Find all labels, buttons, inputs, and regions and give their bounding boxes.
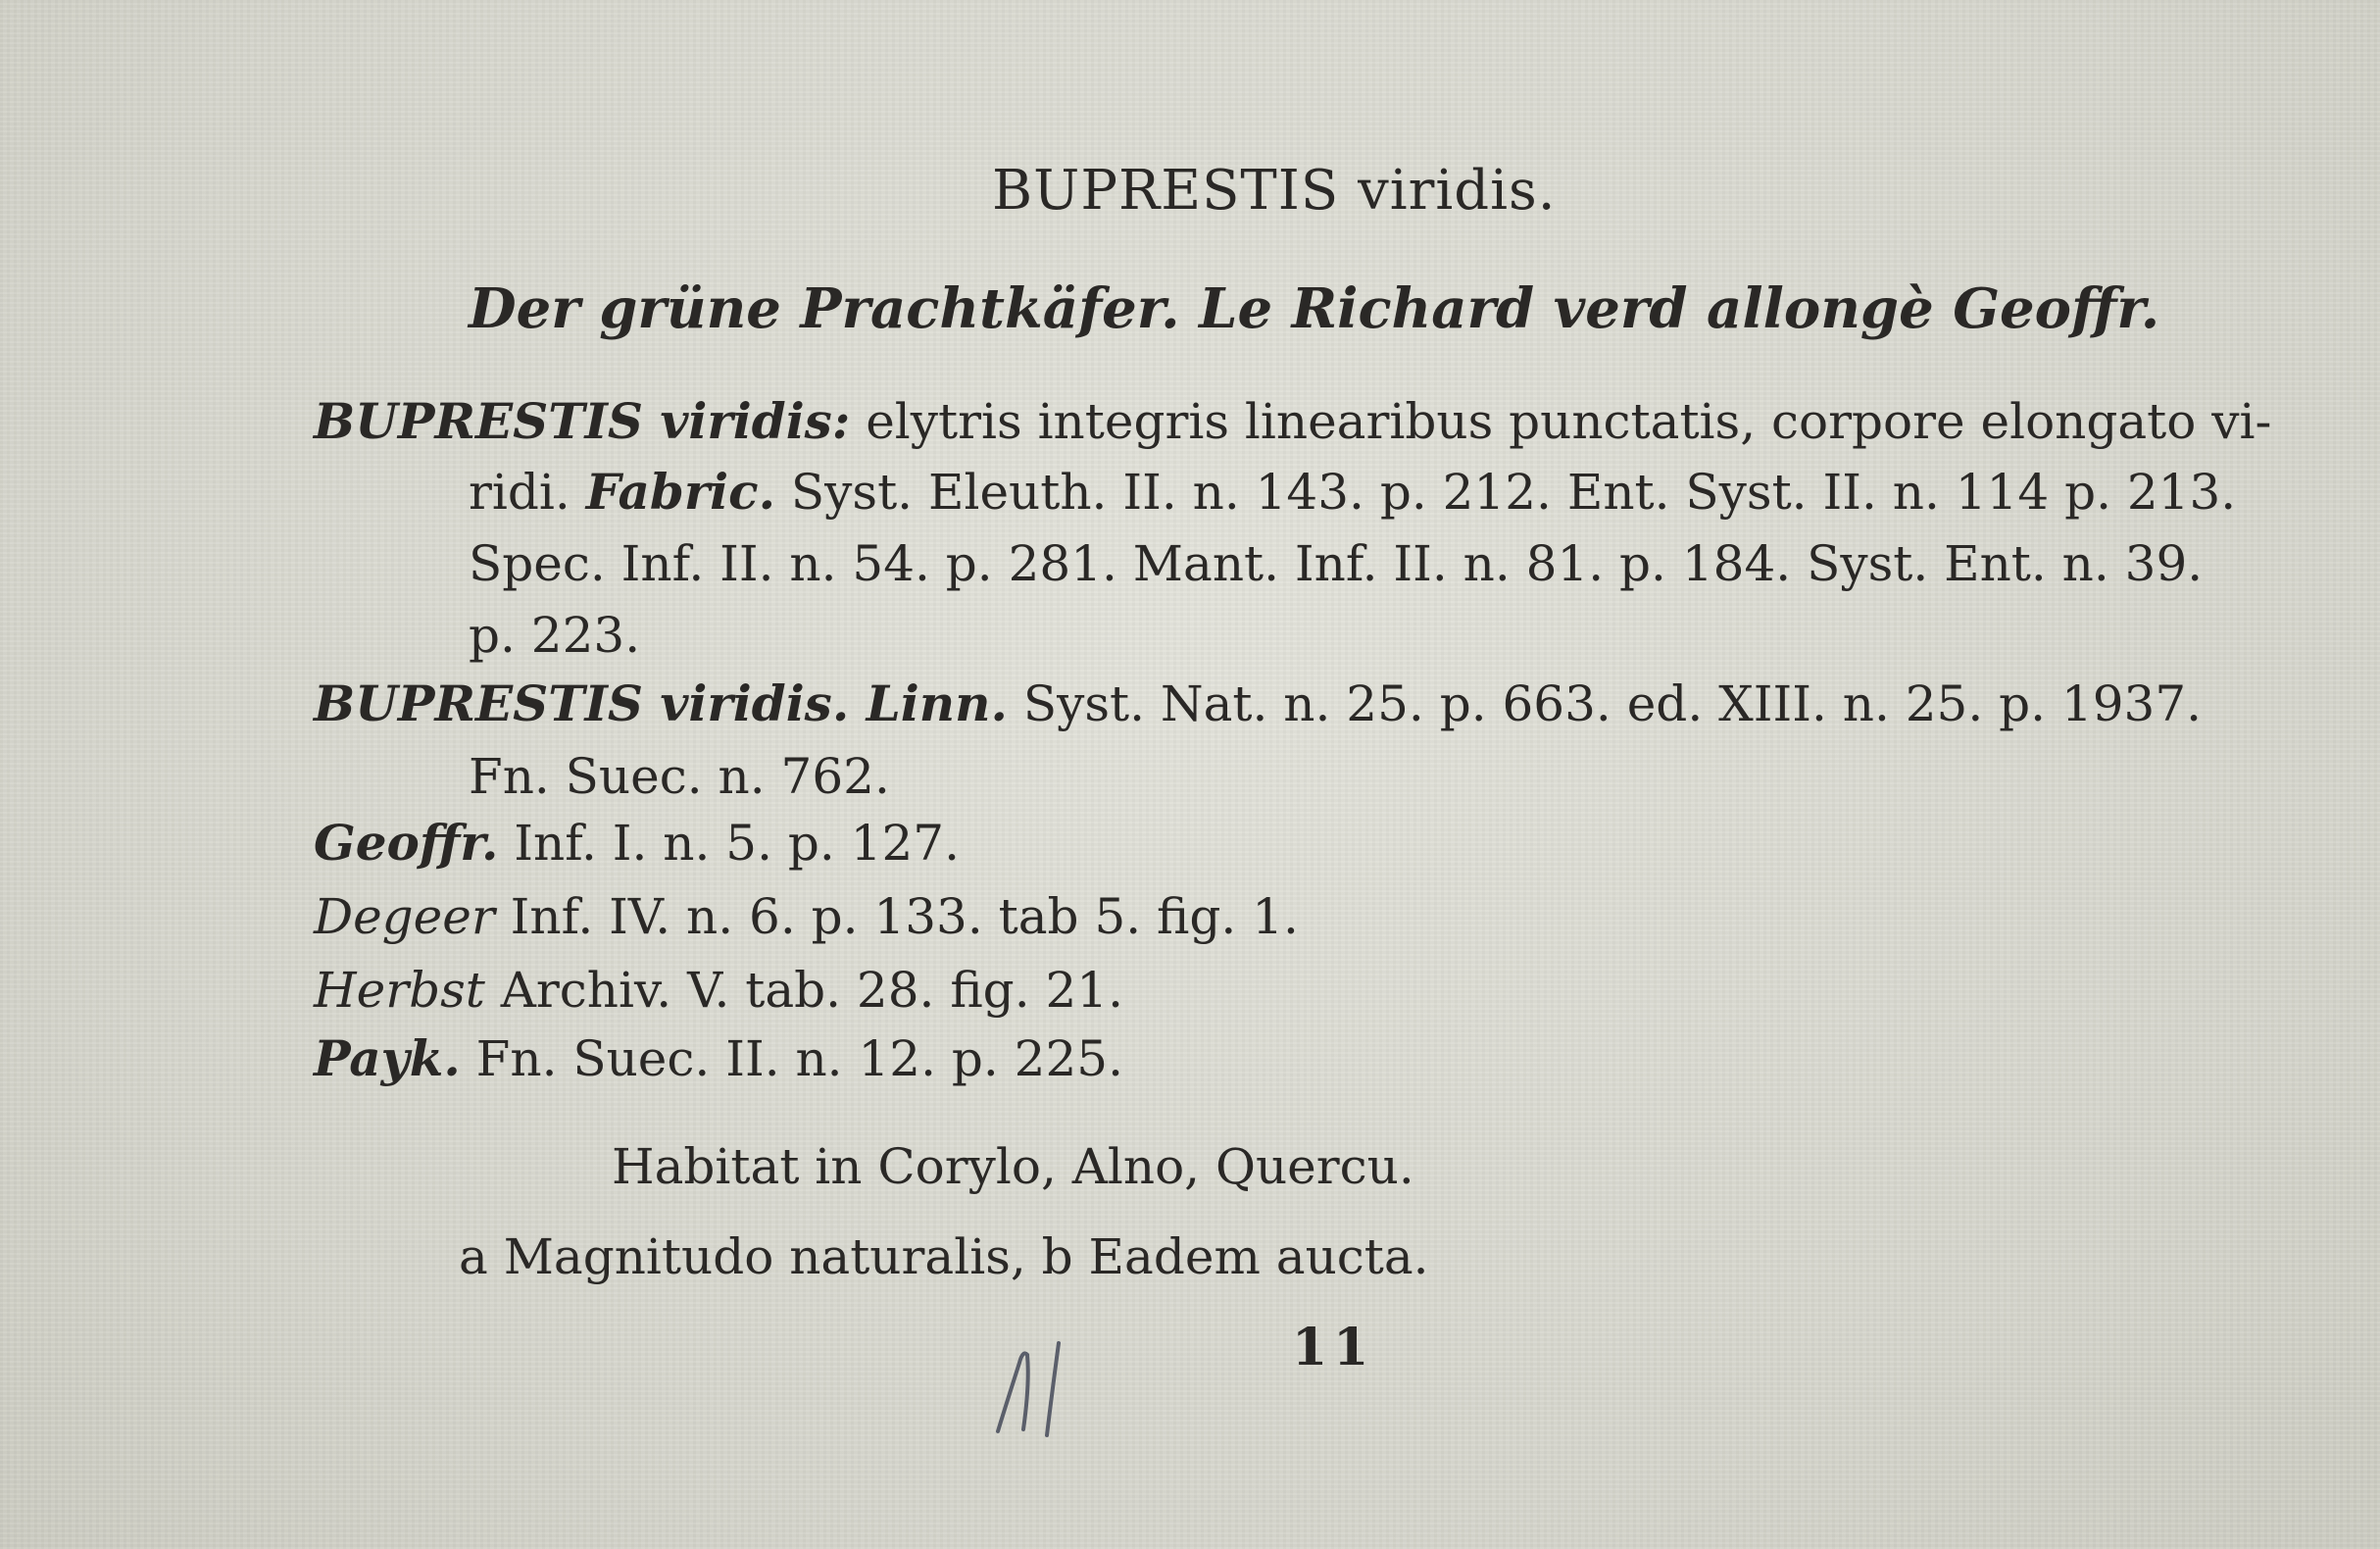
entry-author: Payk. bbox=[314, 1029, 461, 1087]
page-number: 11 bbox=[1292, 1318, 1375, 1377]
synonym-entry-paykull bbox=[314, 1029, 1123, 1088]
entry-author: Geoffr. bbox=[314, 814, 499, 872]
page-title: BUPRESTIS viridis. bbox=[992, 159, 1557, 223]
habitat-text: Habitat in Corylo, Alno, Quercu. bbox=[612, 1138, 1414, 1195]
entry-author: Degeer bbox=[314, 888, 495, 945]
synonym-entry-geoffroy bbox=[314, 814, 960, 873]
synonym-entry-linnaeus bbox=[314, 675, 2202, 733]
entry-text: Syst. Eleuth. II. n. 143. p. 212. Ent. Syst. II. n. 114 p. 213. bbox=[790, 464, 2237, 521]
figure-caption: a Magnitudo naturalis, b Eadem aucta. bbox=[459, 1228, 1429, 1285]
synonym-entry-fabricius bbox=[314, 392, 2271, 451]
entry-author: Fabric. bbox=[585, 463, 776, 521]
synonym-entry-herbst bbox=[314, 961, 1123, 1020]
page-subtitle: Der grüne Prachtkäfer. Le Richard verd allongè Geoffr. bbox=[469, 276, 2160, 341]
entry-continuation: p. 223. bbox=[469, 607, 641, 664]
entry-continuation: Fn. Suec. n. 762. bbox=[469, 748, 890, 805]
entry-author: BUPRESTIS viridis. Linn. bbox=[314, 675, 1008, 732]
entry-text: Syst. Nat. n. 25. p. 663. ed. XIII. n. 25. p. 1937. bbox=[1022, 675, 2203, 732]
entry-text: Fn. Suec. II. n. 12. p. 225. bbox=[475, 1030, 1123, 1087]
entry-text: Inf. I. n. 5. p. 127. bbox=[514, 815, 961, 872]
synonym-entry-degeer bbox=[314, 887, 1299, 946]
entry-author: BUPRESTIS viridis: bbox=[314, 392, 851, 450]
entry-continuation: Spec. Inf. II. n. 54. p. 281. Mant. Inf. II. n. 81. p. 184. Syst. Ent. n. 39. bbox=[469, 535, 2204, 592]
entry-text: Inf. IV. n. 6. p. 133. tab 5. fig. 1. bbox=[510, 888, 1299, 945]
entry-continuation bbox=[469, 463, 2236, 522]
entry-author: Herbst bbox=[314, 962, 485, 1019]
entry-text: Archiv. V. tab. 28. fig. 21. bbox=[500, 962, 1123, 1019]
entry-text: ridi. bbox=[469, 464, 570, 521]
handwritten-note-icon bbox=[990, 1333, 1108, 1441]
entry-text: elytris integris linearibus punctatis, corpore elongato vi- bbox=[866, 393, 2272, 450]
